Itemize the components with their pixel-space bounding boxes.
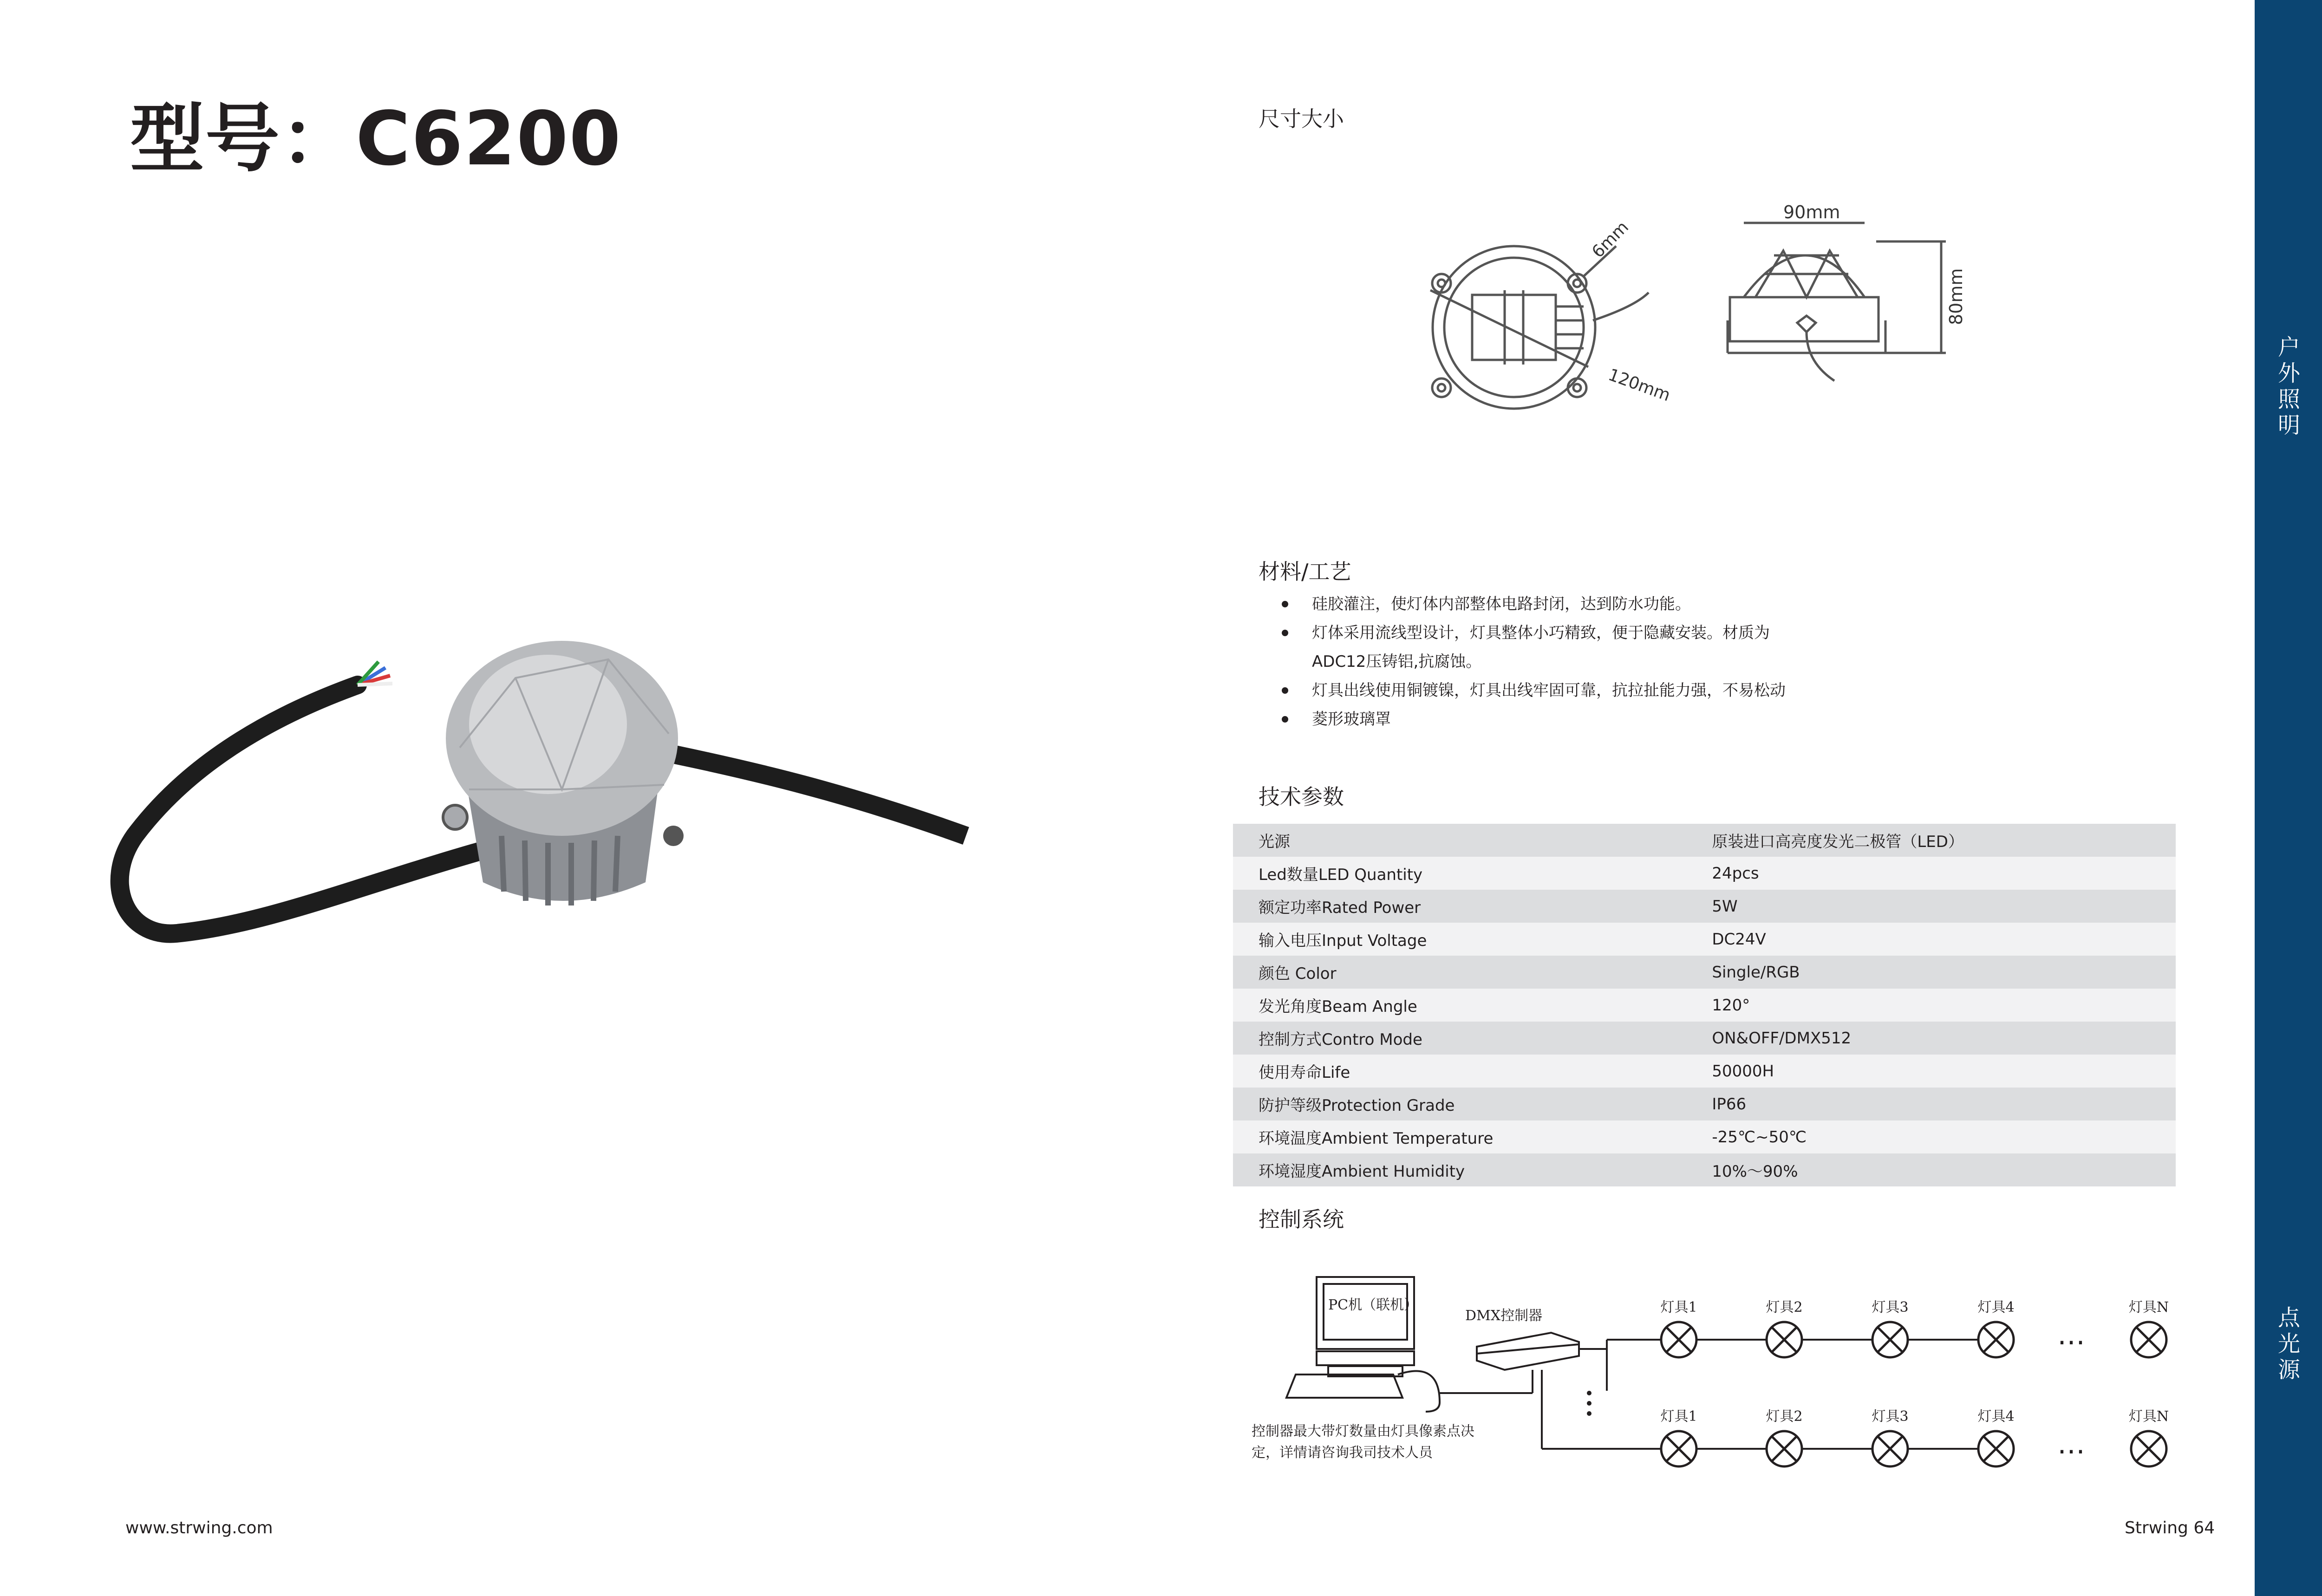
dim-height: 80mm [1946,268,1966,325]
footer-website: www.strwing.com [125,1518,273,1537]
control-note-line: 定，详情请咨询我司技术人员 [1252,1445,1433,1461]
spec-label: 额定功率Rated Power [1233,890,1712,923]
spec-value: 10%～90% [1712,1153,2176,1186]
specs-heading: 技术参数 [1259,784,1344,809]
materials-bullet: 灯体采用流线型设计，灯具整体小巧精致，便于隐藏安装。材质为 [1282,619,2025,647]
spec-label: 防护等级Protection Grade [1233,1088,1712,1120]
control-note-line: 控制器最大带灯数量由灯具像素点决 [1252,1423,1474,1440]
lamp-label: 灯具4 [1977,1299,2015,1316]
table-row [1233,923,2176,956]
spec-label: 环境温度Ambient Temperature [1233,1120,1712,1153]
table-row [1233,1022,2176,1055]
spec-label: 发光角度Beam Angle [1233,989,1712,1022]
materials-bullet: 硅胶灌注，使灯体内部整体电路封闭，达到防水功能。 [1282,590,2025,619]
table-row [1233,989,2176,1022]
spec-label: 使用寿命Life [1233,1055,1712,1088]
table-row [1233,1120,2176,1153]
control-note [1252,1421,1539,1464]
lamp-label: 灯具3 [1872,1408,1909,1425]
lamp-row [1660,1408,2169,1466]
spec-value: -25℃~50℃ [1712,1120,2176,1153]
spec-label: 输入电压Input Voltage [1233,923,1712,956]
table-row [1233,1153,2176,1186]
lamp-ellipsis: … [2057,1319,2085,1351]
spec-value: DC24V [1712,923,2176,956]
lamp-label: 灯具2 [1766,1299,1803,1316]
footer-page-number: Strwing 64 [2125,1518,2215,1537]
spec-label: 控制方式Contro Mode [1233,1022,1712,1055]
dmx-label: DMX控制器 [1465,1308,1543,1324]
spec-label: 颜色 Color [1233,956,1712,989]
pc-label: PC机（联机） [1328,1297,1418,1313]
lamp-label: 灯具3 [1872,1299,1909,1316]
product-photo [107,641,989,984]
table-row [1233,956,2176,989]
spec-value: 50000H [1712,1055,2176,1088]
spec-value: 120° [1712,989,2176,1022]
dimension-drawing [1412,195,1969,436]
lamp-row [1660,1299,2169,1357]
control-heading: 控制系统 [1259,1207,1344,1232]
materials-heading: 材料/工艺 [1259,559,1351,584]
lamp-ellipsis: … [2057,1428,2085,1460]
lamp-label: 灯具4 [1977,1408,2015,1425]
sidebar-category-top: 户外照明 [2278,334,2301,438]
spec-value: Single/RGB [1712,956,2176,989]
spec-value: 5W [1712,890,2176,923]
sidebar-category-bottom: 点光源 [2278,1305,2301,1383]
lamp-label: 灯具N [2128,1299,2169,1316]
table-row [1233,824,2176,857]
lamp-label: 灯具1 [1660,1299,1697,1316]
spec-label: 光源 [1233,824,1712,857]
spec-table [1233,824,2176,1186]
dim-top-width: 90mm [1783,202,1840,222]
table-row [1233,1088,2176,1120]
spec-value: 原装进口高亮度发光二极管（LED） [1712,824,2176,857]
spec-value: IP66 [1712,1088,2176,1120]
lamp-label: 灯具2 [1766,1408,1803,1425]
materials-list [1282,590,2025,734]
spec-label: Led数量LED Quantity [1233,857,1712,890]
dimensions-heading: 尺寸大小 [1259,106,1344,131]
dim-bolt: 6mm [1588,217,1633,262]
spec-value: 24pcs [1712,857,2176,890]
lamp-label: 灯具N [2128,1408,2169,1425]
product-title: 型号：C6200 [130,95,622,182]
table-row [1233,890,2176,923]
materials-bullet: 灯具出线使用铜镀镍，灯具出线牢固可靠，抗拉扯能力强，不易松动 [1282,676,2025,705]
lamp-label: 灯具1 [1660,1408,1697,1425]
spec-label: 环境湿度Ambient Humidity [1233,1153,1712,1186]
table-row [1233,857,2176,890]
dim-diameter: 120mm [1605,365,1673,405]
materials-bullet: 菱形玻璃罩 [1282,705,2025,734]
table-row [1233,1055,2176,1088]
materials-bullet-continuation: ADC12压铸铝,抗腐蚀。 [1312,652,1482,671]
spec-value: ON&OFF/DMX512 [1712,1022,2176,1055]
